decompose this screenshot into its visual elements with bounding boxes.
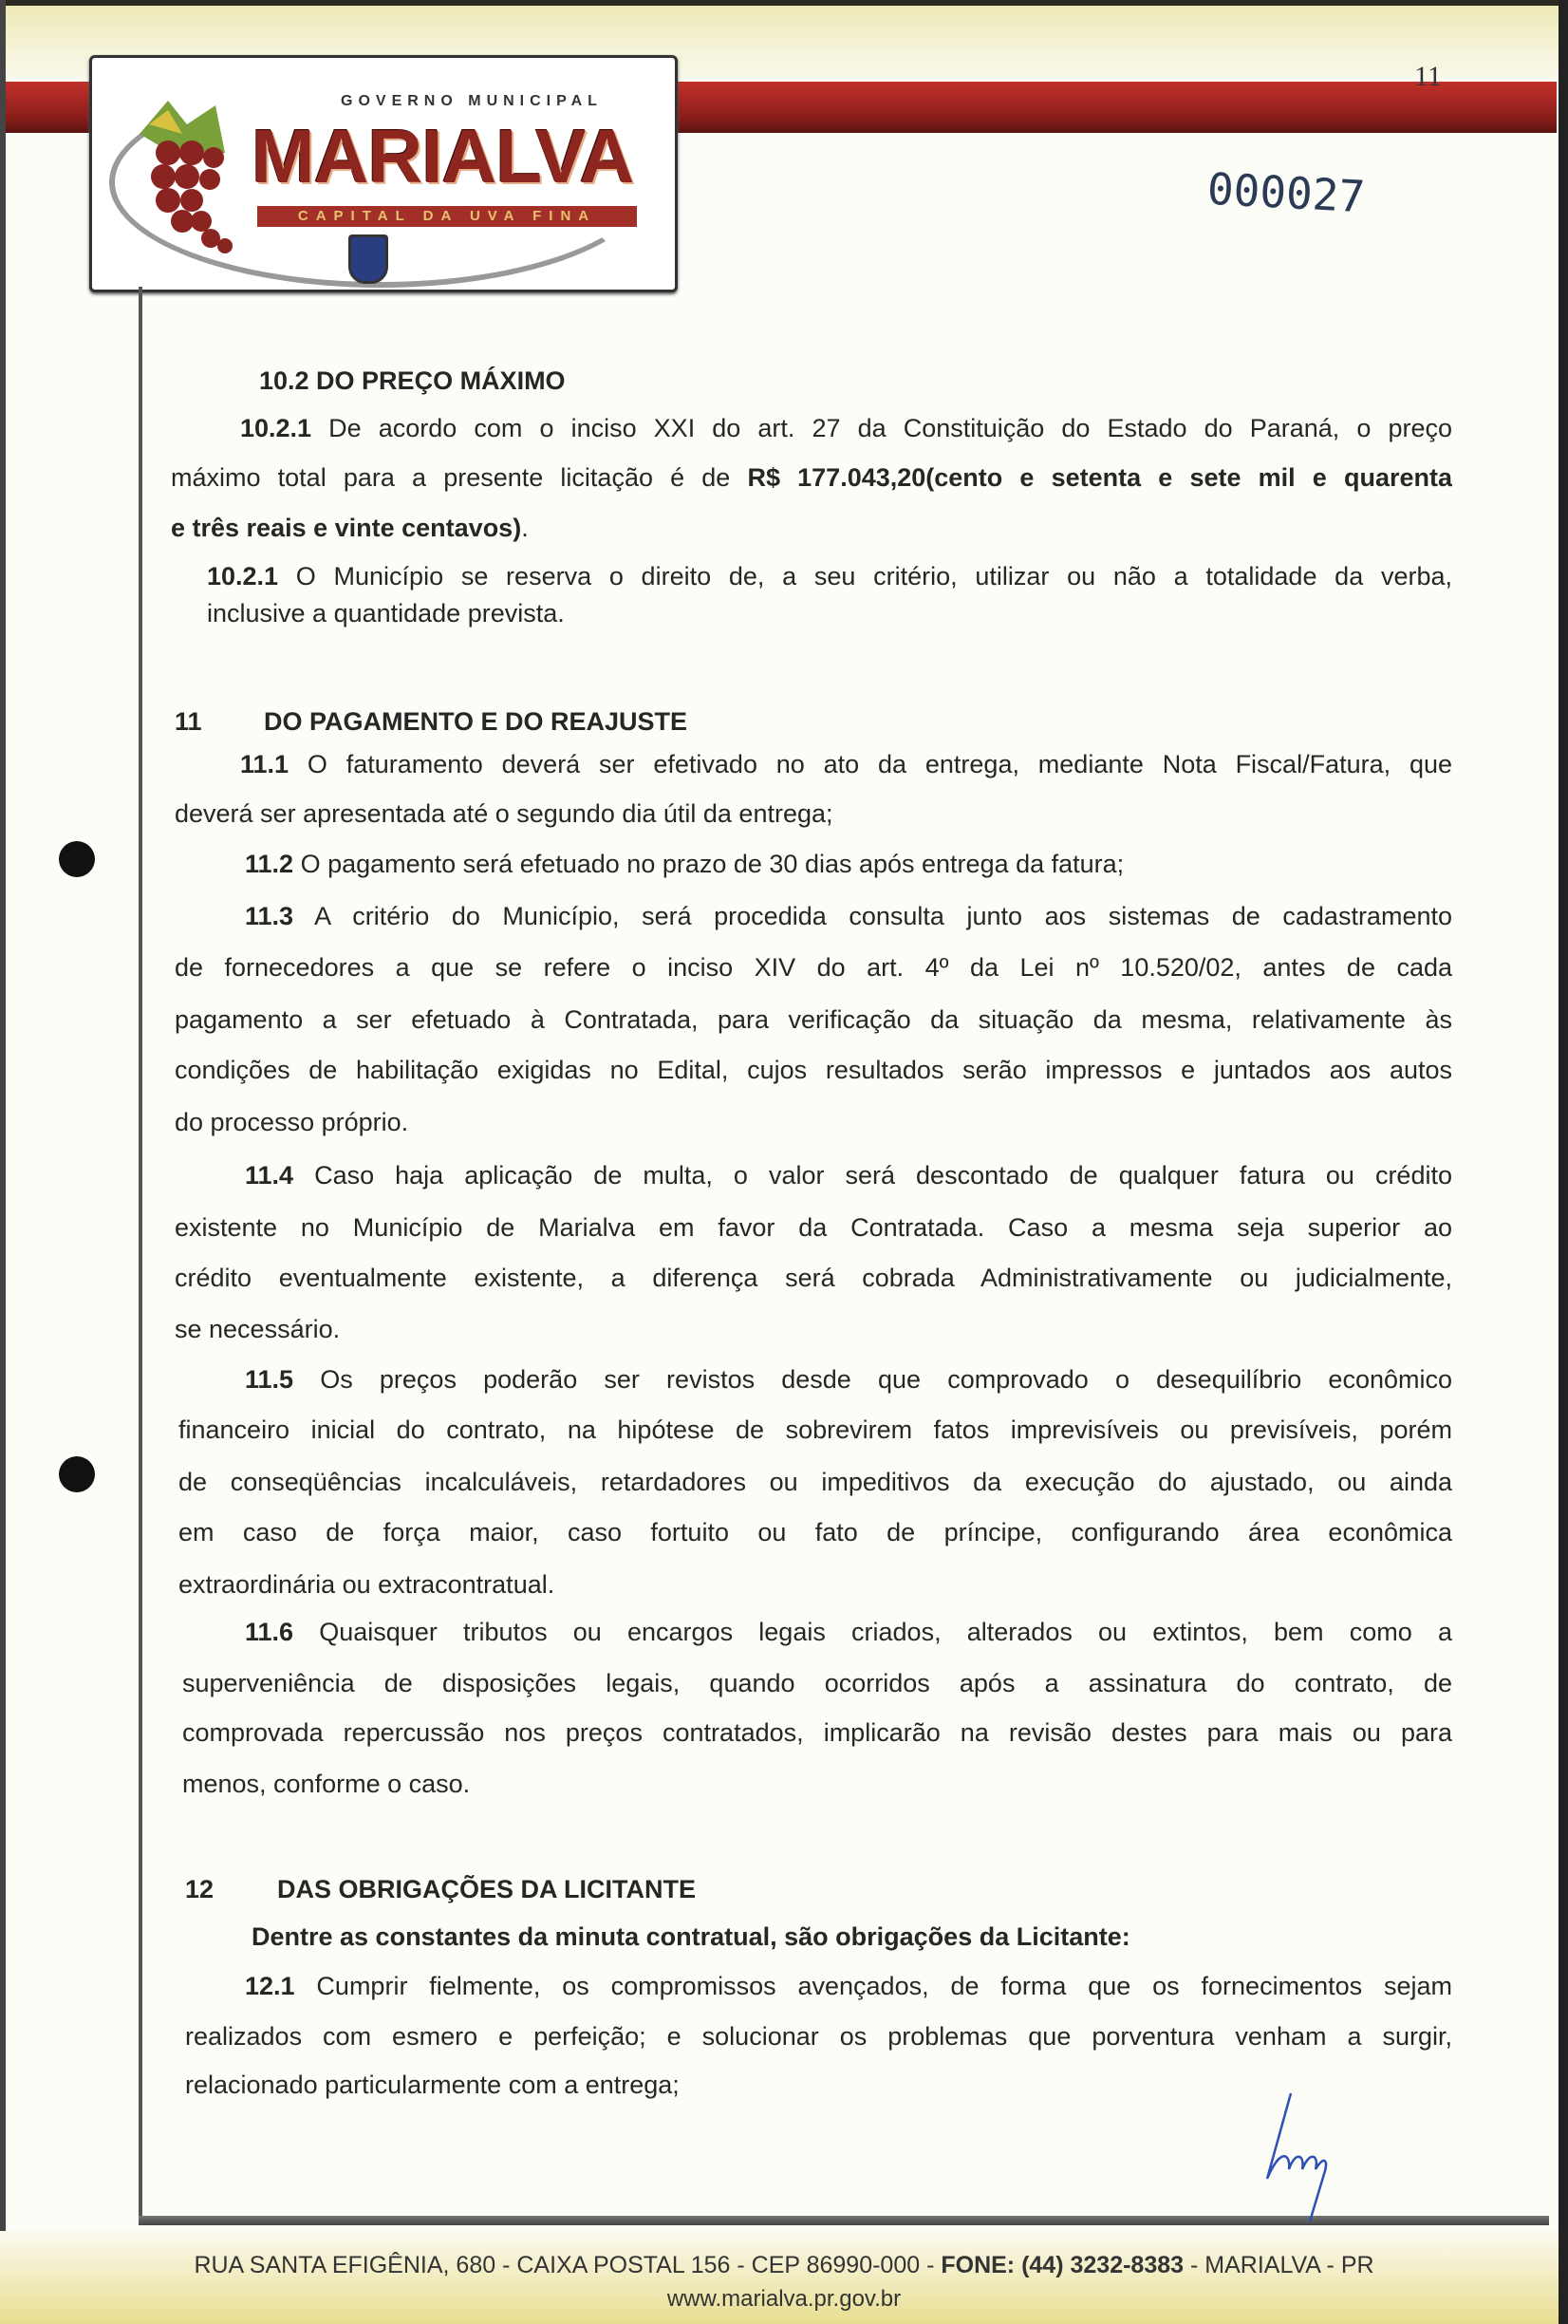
binder-hole: [59, 1456, 95, 1492]
text-line: [185, 1870, 214, 1908]
bold-text: 12: [185, 1875, 215, 1903]
logo-top-text: GOVERNO MUNICIPAL: [341, 93, 603, 109]
text: Cumprir fielmente, os compromissos avençados, de forma que os fornecimentos sejam: [294, 1972, 1452, 2000]
text-line: [171, 509, 529, 547]
text-line: [245, 1967, 1452, 2005]
bold-text: R$ 177.043,20(cento e setenta e sete mil e quarenta: [747, 463, 1452, 492]
bold-text: 11.4: [245, 1161, 294, 1190]
bold-text: 11.1: [240, 750, 289, 778]
text: máximo total para a presente licitação é de: [171, 463, 748, 492]
bold-text: 10.2 DO PREÇO MÁXIMO: [259, 366, 566, 395]
text: Quaisquer tributos ou encargos legais criados, alterados ou extintos, bem como a: [293, 1618, 1452, 1646]
text-line: [175, 1259, 1452, 1297]
footer-address: [0, 2252, 1568, 2279]
text: pagamento a ser efetuado à Contratada, para verificação da situação da mesma, relativamente às: [175, 1005, 1452, 1034]
coat-of-arms-icon: [348, 234, 388, 284]
text-line: [240, 409, 1452, 447]
bold-text: 11.3: [245, 902, 294, 930]
text-line: [185, 2017, 1452, 2055]
text-line: [259, 362, 566, 400]
text-line: [245, 897, 1452, 935]
text: extraordinária ou extracontratual.: [178, 1570, 555, 1599]
bold-text: 11: [175, 707, 202, 736]
text: De acordo com o inciso XXI do art. 27 da Constituição do Estado do Paraná, o preço: [311, 414, 1452, 442]
text: condições de habilitação exigidas no Edital, cujos resultados serão impressos e juntados aos autos: [175, 1056, 1452, 1084]
text-line: [245, 1360, 1452, 1398]
footer-website: www.marialva.pr.gov.br: [666, 2286, 902, 2312]
stamp-number: 000027: [1205, 162, 1367, 223]
text: O faturamento deverá ser efetivado no ato da entrega, mediante Nota Fiscal/Fatura, que: [289, 750, 1452, 778]
text: menos, conforme o caso.: [182, 1770, 471, 1798]
text: O Município se reserva o direito de, a seu critério, utilizar ou não a totalidade da verba,: [278, 562, 1452, 590]
text: O pagamento será efetuado no prazo de 30 dias após entrega da fatura;: [293, 850, 1125, 878]
text-line: [245, 1156, 1452, 1194]
text: superveniência de disposições legais, quando ocorridos após a assinatura do contrato, de: [182, 1669, 1452, 1697]
bold-text: 11.2: [245, 850, 294, 878]
text-line: [207, 594, 565, 632]
signature: [1253, 2089, 1443, 2221]
text-line: [171, 459, 1452, 497]
bold-text: 10.2.1: [240, 414, 312, 442]
text-line: [245, 845, 1124, 883]
footer-address-end: - MARIALVA - PR: [1184, 2252, 1374, 2278]
binder-hole: [59, 841, 95, 877]
marialva-logo: [89, 55, 678, 292]
text: deverá ser apresentada até o segundo dia útil da entrega;: [175, 799, 833, 828]
text: Caso haja aplicação de multa, o valor será descontado de qualquer fatura ou crédito: [293, 1161, 1452, 1190]
text: de fornecedores a que se refere o inciso XIV do art. 4º da Lei nº 10.520/02, antes de cada: [175, 953, 1452, 982]
text: do processo próprio.: [175, 1108, 409, 1136]
text: financeiro inicial do contrato, na hipótese de sobrevirem fatos imprevisíveis ou previsíveis, porém: [178, 1415, 1452, 1444]
left-border-line: [139, 287, 142, 2220]
text-line: [178, 1565, 554, 1603]
footer-phone: FONE: (44) 3232-8383: [941, 2252, 1185, 2278]
text: A critério do Município, será procedida consulta junto aos sistemas de cadastramento: [293, 902, 1452, 930]
scan-edge-left: [0, 0, 6, 2324]
logo-tagline: CAPITAL DA UVA FINA: [257, 206, 637, 227]
text-line: [175, 1051, 1452, 1089]
text-line: [264, 703, 687, 740]
text-line: [185, 2066, 680, 2104]
scan-edge-right: [1559, 0, 1568, 2324]
bold-text: 10.2.1: [207, 562, 279, 590]
text-line: [175, 1001, 1452, 1039]
text: em caso de força maior, caso fortuito ou fato de príncipe, configurando área econômica: [178, 1518, 1452, 1546]
text: .: [521, 514, 529, 542]
bold-text: e três reais e vinte centavos): [171, 514, 522, 542]
text: se necessário.: [175, 1315, 341, 1343]
text-line: [245, 1613, 1452, 1651]
footer-address-start: RUA SANTA EFIGÊNIA, 680 - CAIXA POSTAL 156 - CEP 86990-000 -: [194, 2252, 942, 2278]
text-line: [277, 1870, 696, 1908]
text-line: [240, 745, 1452, 783]
text-line: [175, 1103, 408, 1141]
bold-text: DAS OBRIGAÇÕES DA LICITANTE: [277, 1875, 697, 1903]
text-line: [252, 1918, 1130, 1956]
text: relacionado particularmente com a entrega;: [185, 2071, 680, 2099]
text-line: [178, 1411, 1452, 1449]
bold-text: 11.6: [245, 1618, 294, 1646]
text-line: [178, 1463, 1452, 1501]
text-line: [175, 948, 1452, 986]
text: realizados com esmero e perfeição; e solucionar os problemas que porventura venham a surgir,: [185, 2022, 1452, 2051]
text: de conseqüências incalculáveis, retardadores ou impeditivos da execução do ajustado, ou ainda: [178, 1468, 1452, 1496]
text-line: [182, 1664, 1452, 1702]
text-line: [207, 557, 1452, 595]
page-number: 11: [1414, 61, 1442, 92]
text: crédito eventualmente existente, a diferença será cobrada Administrativamente ou judicialmente,: [175, 1264, 1452, 1292]
text-line: [182, 1714, 1452, 1752]
text: existente no Município de Marialva em favor da Contratada. Caso a mesma seja superior ao: [175, 1213, 1452, 1242]
bold-text: 11.5: [245, 1365, 294, 1394]
text-line: [178, 1513, 1452, 1551]
grapes-icon: [130, 96, 234, 257]
text-line: [182, 1765, 470, 1803]
text-line: [175, 795, 833, 833]
text: inclusive a quantidade prevista.: [207, 599, 565, 628]
logo-name: MARIALVA: [252, 114, 634, 198]
text-line: [175, 1209, 1452, 1246]
bold-text: Dentre as constantes da minuta contratual, são obrigações da Licitante:: [252, 1922, 1130, 1951]
text: Os preços poderão ser revistos desde que comprovado o desequilíbrio econômico: [293, 1365, 1452, 1394]
bold-text: DO PAGAMENTO E DO REAJUSTE: [264, 707, 688, 736]
text: comprovada repercussão nos preços contratados, implicarão na revisão destes para mais ou para: [182, 1718, 1452, 1747]
bold-text: 12.1: [245, 1972, 295, 2000]
text-line: [175, 1310, 340, 1348]
text-line: [175, 703, 202, 740]
